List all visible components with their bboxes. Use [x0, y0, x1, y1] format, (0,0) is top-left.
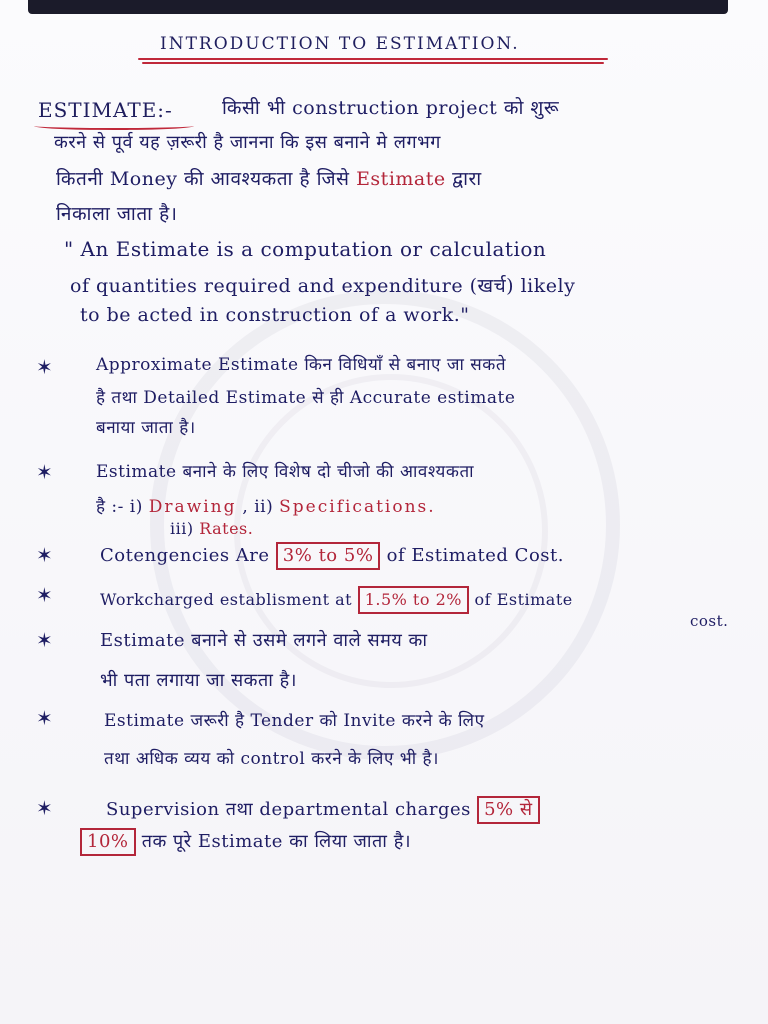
- supervision-percent-box-end: 10%: [80, 828, 136, 856]
- point-6-line-2: तथा अधिक व्यय को control करने के लिए भी है।: [104, 749, 439, 769]
- point-2-line-1: Estimate बनाने के लिए विशेष दो चीजो की आवश्यकता: [96, 462, 475, 482]
- title-underline: [138, 58, 608, 60]
- point-6-line-1: Estimate जरूरी है Tender को Invite करने के लिए: [104, 711, 485, 731]
- star-marker-icon: ✶: [36, 460, 53, 484]
- definition-line-3-end: द्वारा: [452, 168, 482, 190]
- definition-term-underline: [34, 122, 194, 130]
- page-top-shadow: [28, 0, 728, 14]
- point-2-rates: Rates.: [199, 519, 254, 538]
- definition-line-4: निकाला जाता है।: [56, 203, 178, 225]
- title-underline-second: [142, 62, 604, 64]
- point-3-line: [100, 542, 564, 570]
- point-1-line-1: Approximate Estimate किन विधियाँ से बनाए जा सकते: [96, 355, 507, 375]
- star-marker-icon: ✶: [36, 706, 53, 730]
- point-7-text-end: तक पूरे Estimate का लिया जाता है।: [141, 831, 412, 852]
- supervision-percent-box-start: 5% से: [477, 796, 539, 824]
- star-marker-icon: ✶: [36, 628, 53, 652]
- workcharged-percent-box: 1.5% to 2%: [358, 586, 469, 614]
- point-2-specifications: Specifications.: [279, 497, 436, 517]
- point-4-text-start: Workcharged establisment at: [100, 590, 353, 609]
- quote-line-3: to be acted in construction of a work.": [80, 304, 470, 326]
- quote-line-2: of quantities required and expenditure (खर्च) likely: [70, 275, 576, 297]
- definition-estimate-word: Estimate: [356, 168, 446, 190]
- point-4-cost: cost.: [690, 612, 729, 630]
- point-2-separator: , ii): [242, 497, 274, 517]
- point-1-line-3: बनाया जाता है।: [96, 418, 196, 438]
- point-2-iii: iii): [170, 519, 194, 538]
- point-7-line-2: [80, 828, 411, 856]
- star-marker-icon: ✶: [36, 796, 53, 820]
- definition-term: ESTIMATE:-: [38, 98, 173, 122]
- point-1-line-2: है तथा Detailed Estimate से ही Accurate estimate: [96, 388, 516, 408]
- definition-line-3-start: कितनी Money की आवश्यकता है जिसे: [56, 168, 350, 190]
- point-7-line-1: [106, 796, 540, 824]
- definition-line-1: किसी भी construction project को शुरू: [222, 97, 560, 119]
- page-title: INTRODUCTION TO ESTIMATION.: [160, 34, 520, 54]
- point-5-line-2: भी पता लगाया जा सकता है।: [100, 670, 297, 691]
- point-4-line: [100, 586, 573, 614]
- point-3-text-end: of Estimated Cost.: [386, 545, 564, 566]
- point-7-text-start: Supervision तथा departmental charges: [106, 799, 471, 820]
- star-marker-icon: ✶: [36, 355, 53, 379]
- definition-line-3: [56, 165, 482, 191]
- star-marker-icon: ✶: [36, 543, 53, 567]
- contingency-percent-box: 3% to 5%: [276, 542, 381, 570]
- point-2-line-3: [170, 519, 253, 538]
- quote-line-1: " An Estimate is a computation or calculation: [64, 237, 547, 261]
- point-5-line-1: Estimate बनाने से उसमे लगने वाले समय का: [100, 630, 428, 651]
- point-2-line-2: [96, 494, 436, 517]
- star-marker-icon: ✶: [36, 583, 53, 607]
- point-2-drawing: Drawing: [148, 497, 237, 517]
- point-4-text-end: of Estimate: [474, 590, 573, 609]
- definition-line-2: करने से पूर्व यह ज़रूरी है जानना कि इस बनाने मे लगभग: [54, 132, 441, 153]
- point-2-prefix: है :- i): [96, 497, 143, 517]
- point-3-text-start: Cotengencies Are: [100, 545, 270, 566]
